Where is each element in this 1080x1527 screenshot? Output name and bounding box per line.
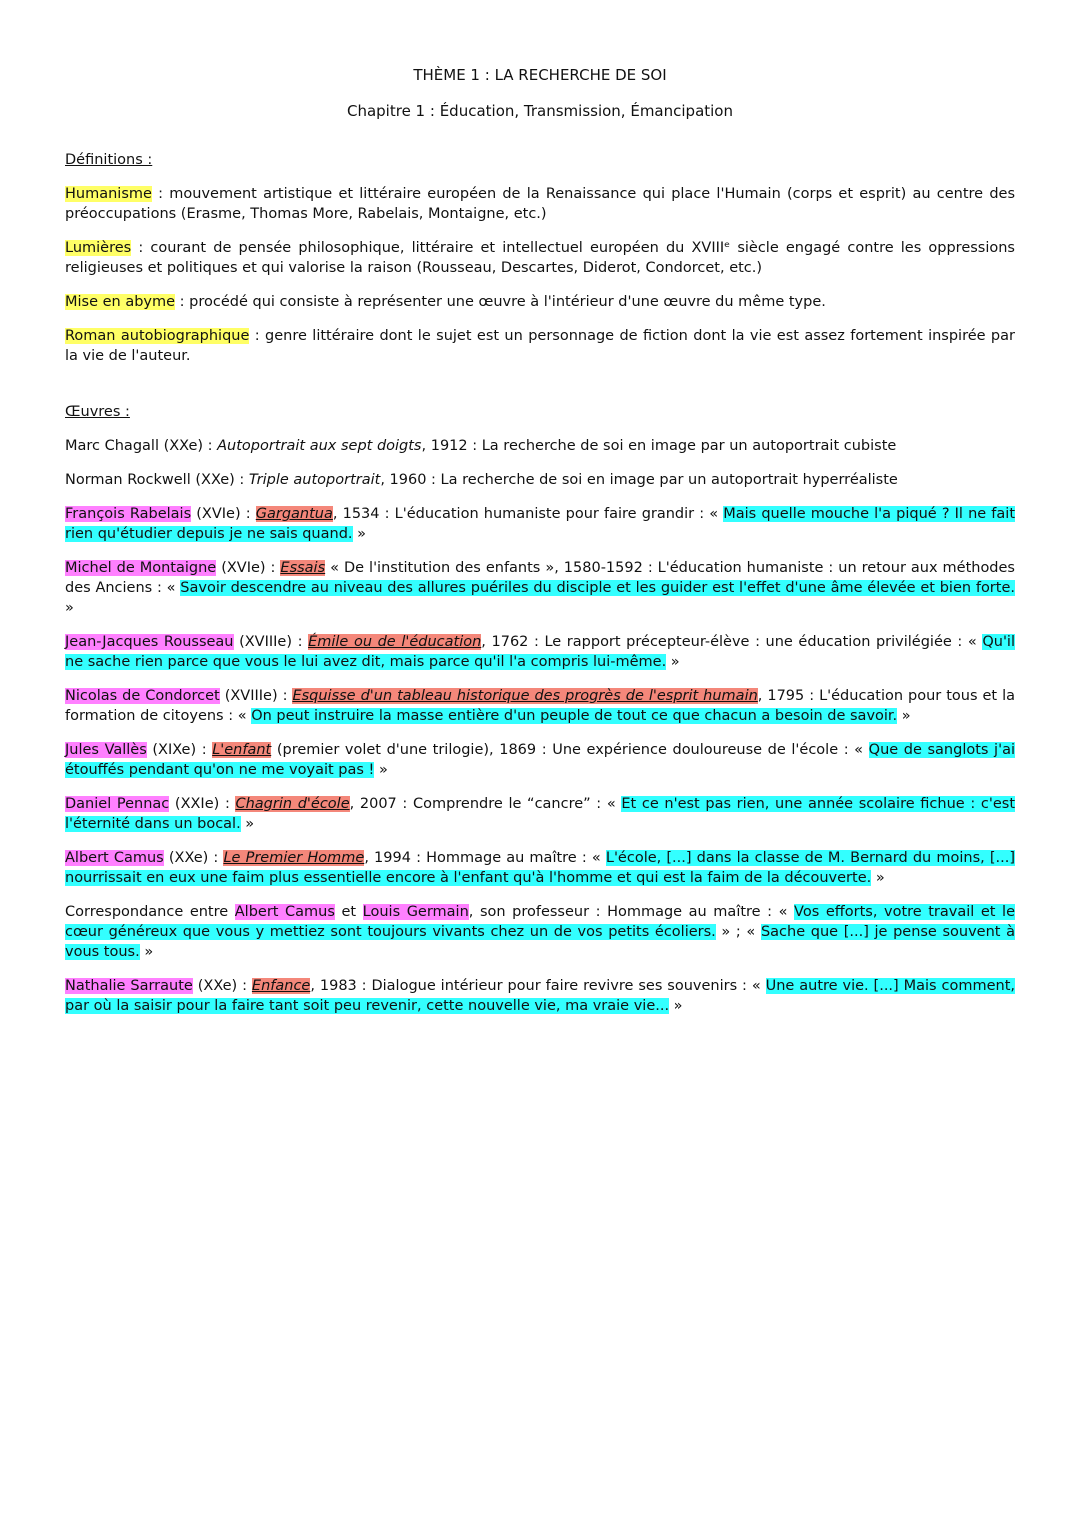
definition-term: Humanisme <box>65 186 152 202</box>
work-desc: (premier volet d'une trilogie), 1869 : Une expérience douloureuse de l'école : « <box>271 742 869 758</box>
work-period: (XXe) : <box>192 978 252 994</box>
work-period: (XXe) : <box>163 850 224 866</box>
definition-roman-autobiographique <box>65 326 1015 366</box>
work-quote: On peut instruire la masse entière d'un peuple de tout ce que chacun a besoin de savoir. <box>251 708 898 724</box>
work-title: Gargantua <box>255 506 333 522</box>
work-title: Enfance <box>251 978 311 994</box>
quote-close: » <box>240 816 255 832</box>
quote-close: » <box>374 762 388 778</box>
definition-humanisme <box>65 184 1015 224</box>
work-camus <box>65 848 1015 888</box>
quote-close: » <box>666 654 680 670</box>
work-sarraute <box>65 976 1015 1016</box>
quote-separator: » ; « <box>715 924 761 940</box>
quote-close: » <box>139 944 154 960</box>
work-author: François Rabelais <box>65 506 192 522</box>
work-author: Marc Chagall <box>65 438 159 454</box>
work-period: (XVIe) : <box>216 560 281 576</box>
work-quote: Savoir descendre au niveau des allures puériles du disciple et les guider est l'effet d'une âme élevée et bien forte. <box>180 580 1015 596</box>
work-desc: , 1994 : Hommage au maître : « <box>364 850 606 866</box>
work-quote: Une autre vie. [...] Mais comment, par où la saisir pour la faire tant soit peu revenir, cette nouvelle vie, ma vraie vie... <box>65 978 1015 1014</box>
work-period: (XIXe) : <box>146 742 213 758</box>
work-author: Norman Rockwell <box>65 472 191 488</box>
work-quote: Et ce n'est pas rien, une année scolaire fichue : c'est l'éternité dans un bocal. <box>65 796 1016 832</box>
work-desc: , 1960 : La recherche de soi en image par un autoportrait hyperréaliste <box>380 472 898 488</box>
correspondence-prefix: Correspondance entre <box>65 904 235 920</box>
work-author: Nathalie Sarraute <box>65 978 193 994</box>
definition-text: : mouvement artistique et littéraire européen de la Renaissance qui place l'Humain (corps et esprit) au centre des préoccupations (Erasme, Thomas More, Rabelais, Montaigne, etc.) <box>65 186 1015 222</box>
work-desc: , 1983 : Dialogue intérieur pour faire revivre ses souvenirs : « <box>310 978 766 994</box>
definition-term: Roman autobiographique <box>65 328 250 344</box>
correspondence-and: et <box>334 904 363 920</box>
work-quote: Vos efforts, votre travail et le cœur généreux que vous y mettiez sont toujours vivants chez un de vos petits écoliers. <box>65 904 1015 940</box>
work-author: Michel de Montaigne <box>65 560 217 576</box>
work-chagall <box>65 436 1015 456</box>
work-desc: , 2007 : Comprendre le “cancre” : « <box>349 796 622 812</box>
work-period: (XXe) : <box>190 472 249 488</box>
theme-title: THÈME 1 : LA RECHERCHE DE SOI <box>413 66 667 84</box>
work-title: Esquisse d'un tableau historique des progrès de l'esprit humain <box>292 688 758 704</box>
definition-term: Mise en abyme <box>65 294 176 310</box>
work-author: Albert Camus <box>65 850 164 866</box>
work-quote: Qu'il ne sache rien parce que vous le lui avez dit, mais parce qu'il l'a compris lui-même. <box>65 634 1015 670</box>
work-pennac <box>65 794 1015 834</box>
definitions-heading: Définitions : <box>65 152 153 168</box>
work-montaigne <box>65 558 1015 618</box>
definition-text: : procédé qui consiste à représenter une œuvre à l'intérieur d'une œuvre du même type. <box>175 294 826 310</box>
work-author: Louis Germain <box>362 904 469 920</box>
work-period: (XVIIIe) : <box>219 688 293 704</box>
work-quote: Sache que [...] je pense souvent à vous tous. <box>65 924 1015 960</box>
work-author: Jules Vallès <box>65 742 147 758</box>
definition-lumieres <box>65 238 1015 278</box>
work-title: L'enfant <box>212 742 272 758</box>
work-rockwell <box>65 470 1015 490</box>
work-desc: , 1912 : La recherche de soi en image par un autoportrait cubiste <box>421 438 897 454</box>
work-desc: , 1534 : L'éducation humaniste pour faire grandir : « <box>332 506 724 522</box>
definition-text: : courant de pensée philosophique, littéraire et intellectuel européen du XVIIIᵉ siècle engagé contre les oppressions religieuses et politiques et qui valorise la raison (Rousseau, Descartes, Diderot, Condorcet, etc.) <box>65 240 1015 276</box>
works-heading: Œuvres : <box>65 404 130 420</box>
work-title: Autoportrait aux sept doigts <box>217 438 422 454</box>
work-desc: , 1762 : Le rapport précepteur-élève : une éducation privilégiée : « <box>481 634 983 650</box>
work-desc: « De l'institution des enfants », 1580-1592 : L'éducation humaniste : un retour aux méthodes des Anciens : « <box>65 560 1015 596</box>
work-desc: , 1795 : L'éducation pour tous et la formation de citoyens : « <box>65 688 1015 724</box>
quote-close: » <box>871 870 885 886</box>
quote-close: » <box>897 708 911 724</box>
work-title: Chagrin d'école <box>235 796 350 812</box>
work-period: (XXIe) : <box>169 796 236 812</box>
work-author: Nicolas de Condorcet <box>65 688 220 704</box>
work-quote: L'école, [...] dans la classe de M. Bernard du moins, [...] nourrissait en eux une faim plus essentielle encore à l'enfant qu'à l'homme et qui est la faim de la découverte. <box>65 850 1015 886</box>
definition-text: : genre littéraire dont le sujet est un personnage de fiction dont la vie est assez fortement inspirée par la vie de l'auteur. <box>65 328 1015 364</box>
work-title: Essais <box>280 560 326 576</box>
quote-close: » <box>65 600 74 616</box>
work-valles <box>65 740 1015 780</box>
work-quote: Que de sanglots j'ai étouffés pendant qu'on ne me voyait pas ! <box>65 742 1015 778</box>
work-quote: Mais quelle mouche l'a piqué ? Il ne fait rien qu'étudier depuis je ne sais quand. <box>65 506 1016 542</box>
work-period: (XVIe) : <box>191 506 256 522</box>
work-author: Daniel Pennac <box>65 796 170 812</box>
work-title: Triple autoportrait <box>248 472 381 488</box>
work-author: Jean-Jacques Rousseau <box>65 634 234 650</box>
chapter-title: Chapitre 1 : Éducation, Transmission, Émancipation <box>346 102 733 120</box>
definition-mise-en-abyme <box>65 292 1015 312</box>
work-title: Le Premier Homme <box>223 850 365 866</box>
work-condorcet <box>65 686 1015 726</box>
work-title: Émile ou de l'éducation <box>308 634 482 650</box>
work-author: Albert Camus <box>234 904 335 920</box>
work-period: (XVIIIe) : <box>233 634 309 650</box>
quote-close: » <box>352 526 366 542</box>
work-correspondence <box>65 902 1015 962</box>
work-period: (XXe) : <box>158 438 218 454</box>
definition-term: Lumières <box>65 240 132 256</box>
quote-close: » <box>669 998 683 1014</box>
work-rabelais <box>65 504 1015 544</box>
work-rousseau <box>65 632 1015 672</box>
work-desc: , son professeur : Hommage au maître : « <box>468 904 795 920</box>
